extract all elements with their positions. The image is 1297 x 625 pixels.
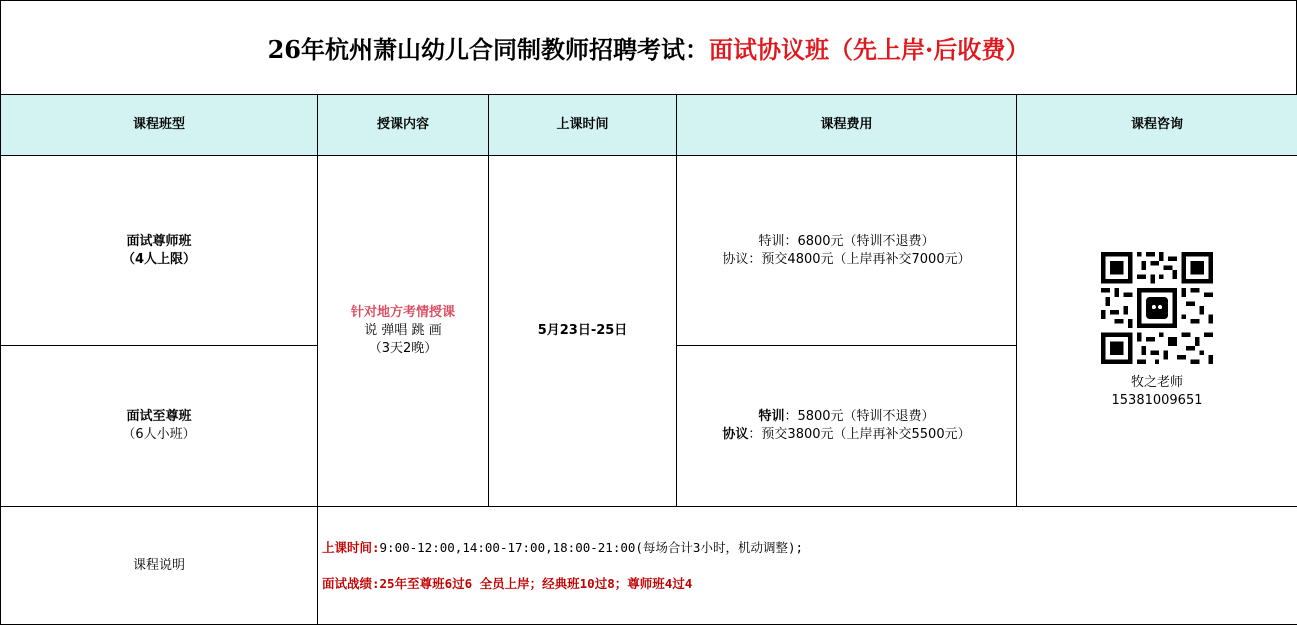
fee-line <box>677 426 1016 444</box>
table-row <box>1 156 1297 346</box>
notes-time-text: 9:00-12:00,14:00-17:00,18:00-21:00(每场合计3小时，机动调整); <box>380 540 803 555</box>
header-cell-time[interactable]: 上课时间 <box>489 95 677 156</box>
class-cell[interactable] <box>1 156 318 346</box>
fee-label: 特训 <box>758 409 784 424</box>
header-row <box>1 95 1297 156</box>
content-cell[interactable] <box>318 156 489 507</box>
fee-label: 协议 <box>722 427 748 442</box>
notes-result-line: 面试战绩:25年至尊班6过6 全员上岸；经典班10过8；尊师班4过4 <box>322 575 1297 593</box>
content-subjects: 说 弹唱 跳 画 <box>318 322 488 340</box>
qr-code-icon <box>1101 252 1213 364</box>
course-table <box>0 94 1297 625</box>
class-name: 面试尊师班 <box>1 233 317 251</box>
content-highlight: 针对地方考情授课 <box>318 304 488 322</box>
notes-cell[interactable] <box>318 507 1297 625</box>
fee-value: ：6800元（特训不退费） <box>784 234 934 249</box>
notes-label: 课程说明 <box>133 558 185 573</box>
notes-time-label: 上课时间: <box>322 540 380 555</box>
class-limit: （4人上限） <box>1 251 317 269</box>
consult-phone: 15381009651 <box>1112 392 1203 410</box>
content-duration: （3天2晚） <box>318 340 488 358</box>
consult-teacher: 牧之老师 <box>1131 374 1183 392</box>
table-row <box>1 507 1297 625</box>
notes-time-line <box>322 539 1297 557</box>
fee-label: 特训 <box>758 234 784 249</box>
notes-label-cell[interactable] <box>1 507 318 625</box>
fee-cell[interactable] <box>677 156 1017 346</box>
fee-line <box>677 251 1016 269</box>
consult-block <box>1017 252 1297 410</box>
fee-line <box>677 233 1016 251</box>
consult-cell[interactable] <box>1017 156 1297 507</box>
header-cell-fee[interactable]: 课程费用 <box>677 95 1017 156</box>
class-cell[interactable] <box>1 346 318 507</box>
header-cell-content[interactable]: 授课内容 <box>318 95 489 156</box>
schedule-cell[interactable] <box>489 156 677 507</box>
title-main: 26年杭州萧山幼儿合同制教师招聘考试： <box>268 30 709 65</box>
page-title <box>0 0 1297 94</box>
header-cell-consult[interactable]: 课程咨询 <box>1017 95 1297 156</box>
schedule-text: 5月23日-25日 <box>538 323 628 338</box>
class-name: 面试至尊班 <box>1 408 317 426</box>
fee-value: ：预交3800元（上岸再补交5500元） <box>748 427 970 442</box>
class-limit: （6人小班） <box>1 426 317 444</box>
fee-cell[interactable] <box>677 346 1017 507</box>
header-cell-class[interactable]: 课程班型 <box>1 95 318 156</box>
fee-label: 协议 <box>722 252 748 267</box>
fee-line <box>677 408 1016 426</box>
fee-value: ：预交4800元（上岸再补交7000元） <box>748 252 970 267</box>
fee-value: ：5800元（特训不退费） <box>784 409 934 424</box>
title-highlight: 面试协议班（先上岸·后收费） <box>709 30 1029 65</box>
